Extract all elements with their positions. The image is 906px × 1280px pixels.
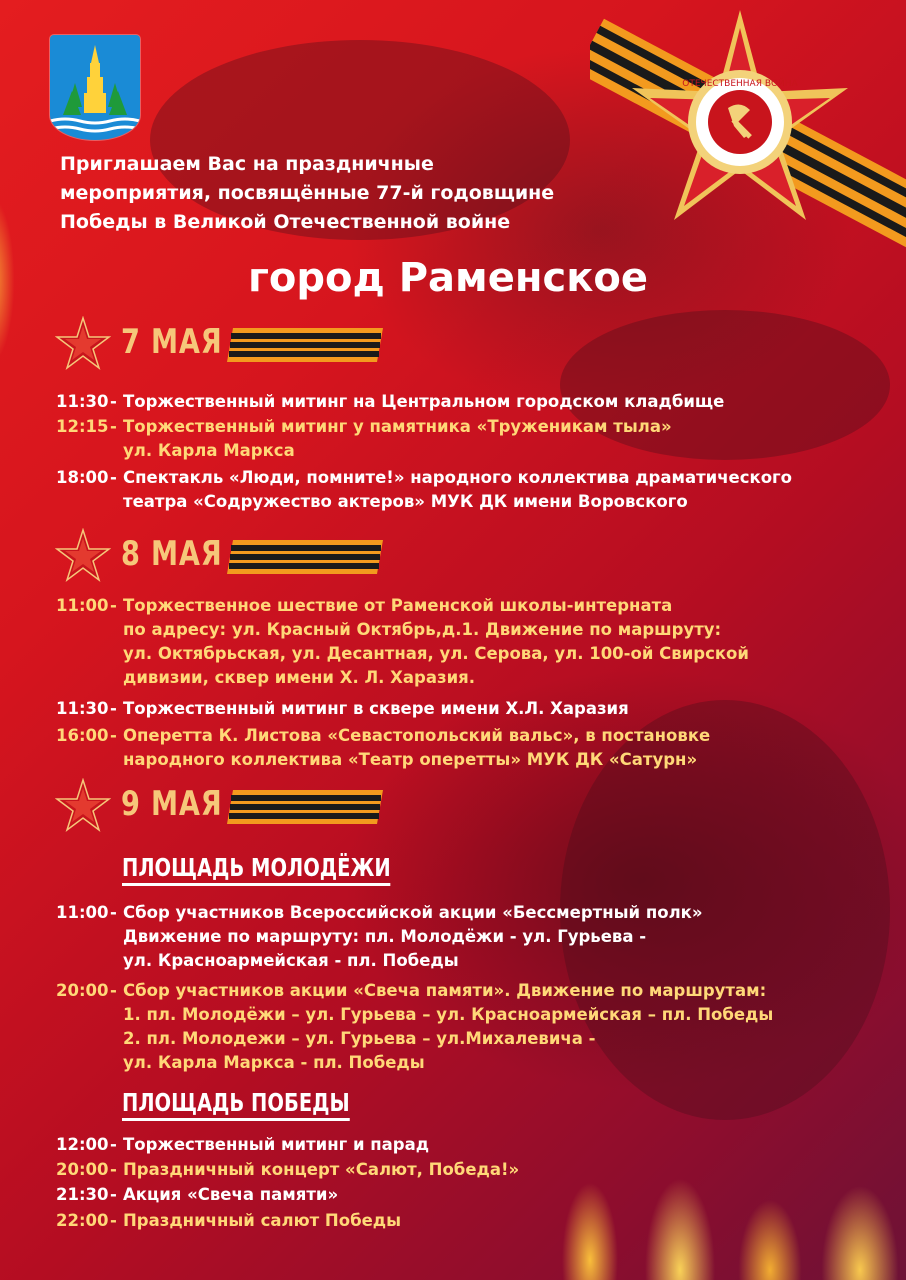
event-time: 22:00	[56, 1211, 109, 1230]
red-star-icon	[55, 528, 111, 584]
invitation-line: мероприятия, посвящённые 77-й годовщине	[60, 182, 555, 204]
event-time: 11:00	[56, 903, 109, 922]
event-text-line: Акция «Свеча памяти»	[123, 1185, 339, 1204]
red-star-icon	[55, 316, 111, 372]
event-may-9-1: 11:00 - Сбор участников Всероссийской акции «Бессмертный полк» Движение по маршруту: пл. Молодёжи - ул. Гурьева - ул. Красноармейская - пл. Победы	[56, 901, 816, 973]
event-text-line: Сбор участников акции «Свеча памяти». Движение по маршрутам:	[123, 981, 767, 1000]
event-time: 11:30	[56, 699, 109, 718]
event-may-9-6: 22:00 - Праздничный салют Победы	[56, 1209, 816, 1233]
event-may-7-1: 11:30 - Торжественный митинг на Центральном городском кладбище	[56, 390, 816, 414]
event-time: 20:00	[56, 1160, 109, 1179]
city-title: город Раменское	[248, 255, 648, 301]
event-text-line: театра «Содружество актеров» МУК ДК имени Воровского	[123, 492, 688, 511]
event-text-line: Спектакль «Люди, помните!» народного коллектива драматического	[123, 468, 793, 487]
section-title-molodezhi: ПЛОЩАДЬ МОЛОДЁЖИ	[122, 853, 391, 886]
event-text-line: Сбор участников Всероссийской акции «Бессмертный полк»	[123, 903, 703, 922]
ribbon-icon	[227, 790, 383, 824]
red-star-icon	[55, 778, 111, 834]
section-title-pobedy: ПЛОЩАДЬ ПОБЕДЫ	[122, 1088, 350, 1121]
event-text-line: Движение по маршруту: пл. Молодёжи - ул. Гурьева -	[123, 927, 647, 946]
ribbon-icon	[227, 328, 383, 362]
event-text-line: Торжественный митинг и парад	[123, 1135, 430, 1154]
event-may-8-1: 11:00 - Торжественное шествие от Раменской школы-интерната по адресу: ул. Красный Октябрь,д.1. Движение по маршруту: ул. Октябрьская, ул. Десантная, ул. Серова, ул. 100-ой Свирской дивизии, сквер имени Х. Л. Харазия.	[56, 594, 816, 690]
event-may-7-3: 18:00 - Спектакль «Люди, помните!» народного коллектива драматического театра «Содружество актеров» МУК ДК имени Воровского	[56, 466, 816, 514]
city-coat-of-arms	[50, 35, 140, 140]
event-time: 12:00	[56, 1135, 109, 1154]
event-time: 21:30	[56, 1185, 109, 1204]
event-time: 16:00	[56, 726, 109, 745]
event-time: 20:00	[56, 981, 109, 1000]
event-text-line: ул. Карла Маркса - пл. Победы	[123, 1053, 425, 1072]
event-text-line: Праздничный салют Победы	[123, 1211, 402, 1230]
day-header-may-9	[55, 778, 395, 838]
event-text-line: ул. Карла Маркса	[123, 441, 295, 460]
event-text-line: 1. пл. Молодёжи – ул. Гурьева – ул. Красноармейская – пл. Победы	[123, 1005, 774, 1024]
event-may-9-4: 20:00 - Праздничный концерт «Салют, Победа!»	[56, 1158, 816, 1182]
order-badge-text: ОТЕЧЕСТВЕННАЯ ВОЙНА	[682, 79, 798, 89]
day-title: 8 МАЯ	[121, 534, 223, 574]
ribbon-icon	[227, 540, 383, 574]
order-badge-decoration	[590, 10, 906, 250]
event-text-line: ул. Октябрьская, ул. Десантная, ул. Серова, ул. 100-ой Свирской	[123, 644, 749, 663]
event-time: 12:15	[56, 417, 109, 436]
day-header-may-7	[55, 316, 395, 376]
event-time: 11:30	[56, 392, 109, 411]
event-text-line: народного коллектива «Театр оперетты» МУК ДК «Сатурн»	[123, 750, 698, 769]
event-text-line: Торжественный митинг в сквере имени Х.Л. Харазия	[123, 699, 629, 718]
day-title: 9 МАЯ	[121, 784, 223, 824]
event-may-9-2: 20:00 - Сбор участников акции «Свеча памяти». Движение по маршрутам: 1. пл. Молодёжи – ул. Гурьева – ул. Красноармейская – пл. Победы 2. пл. Молодежи – ул. Гурьева – ул.Михалевича - ул. Карла Маркса - пл. Победы	[56, 979, 816, 1075]
event-may-8-3: 16:00 - Оперетта К. Листова «Севастопольский вальс», в постановке народного коллектива «Театр оперетты» МУК ДК «Сатурн»	[56, 724, 816, 772]
event-may-9-5: 21:30 - Акция «Свеча памяти»	[56, 1183, 816, 1207]
event-text-line: по адресу: ул. Красный Октябрь,д.1. Движение по маршруту:	[123, 620, 722, 639]
day-header-may-8	[55, 528, 395, 588]
event-may-9-3: 12:00 - Торжественный митинг и парад	[56, 1133, 816, 1157]
event-text-line: Торжественный митинг на Центральном городском кладбище	[123, 392, 725, 411]
event-text-line: Оперетта К. Листова «Севастопольский вальс», в постановке	[123, 726, 711, 745]
event-may-8-2: 11:30 - Торжественный митинг в сквере имени Х.Л. Харазия	[56, 697, 816, 721]
left-flame-decoration	[0, 150, 40, 410]
day-title: 7 МАЯ	[121, 322, 223, 362]
invitation-text	[60, 150, 620, 237]
event-may-7-2: 12:15 - Торжественный митинг у памятника «Труженикам тыла» ул. Карла Маркса	[56, 415, 816, 463]
event-text-line: Праздничный концерт «Салют, Победа!»	[123, 1160, 520, 1179]
event-text-line: Торжественное шествие от Раменской школы-интерната	[123, 596, 673, 615]
event-time: 18:00	[56, 468, 109, 487]
event-text-line: 2. пл. Молодежи – ул. Гурьева – ул.Михалевича -	[123, 1029, 596, 1048]
event-text-line: ул. Красноармейская - пл. Победы	[123, 951, 459, 970]
event-time: 11:00	[56, 596, 109, 615]
invitation-line: Победы в Великой Отечественной войне	[60, 211, 511, 233]
invitation-line: Приглашаем Вас на праздничные	[60, 153, 434, 175]
event-text-line: дивизии, сквер имени Х. Л. Харазия.	[123, 668, 475, 687]
event-text-line: Торжественный митинг у памятника «Труженикам тыла»	[123, 417, 672, 436]
